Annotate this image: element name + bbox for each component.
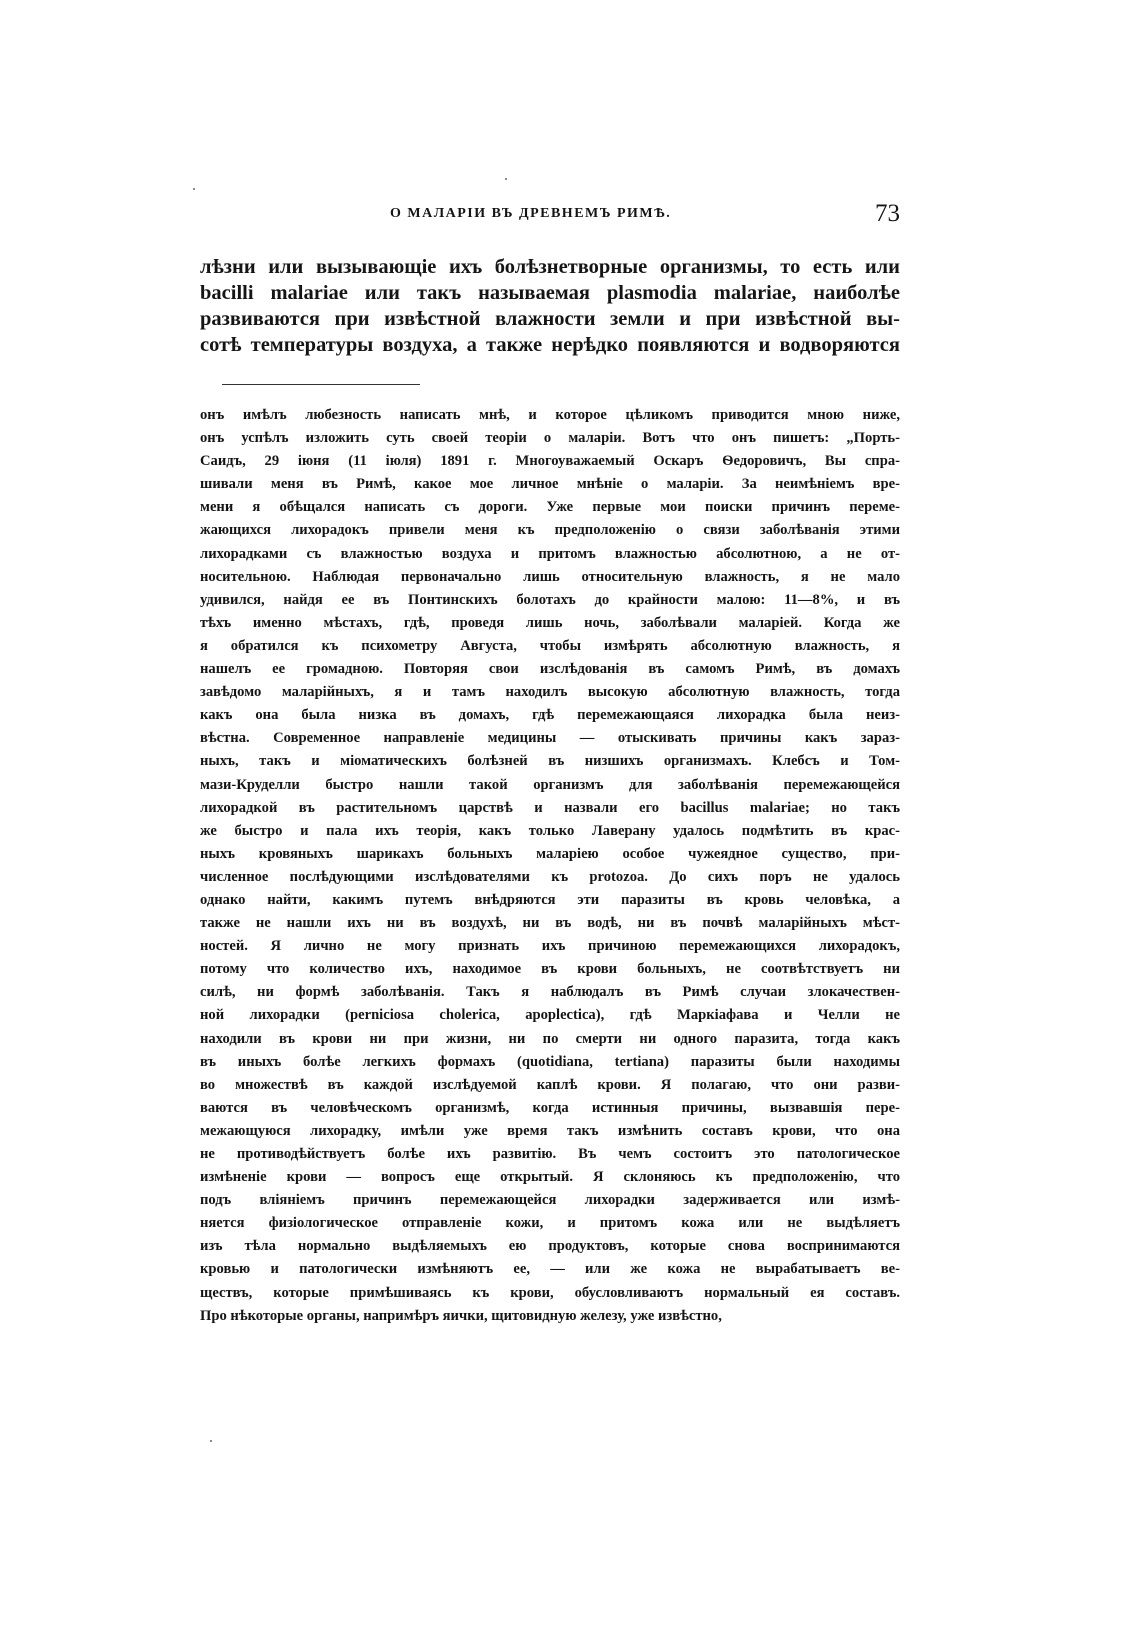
footnote-line: численное послѣдующими изслѣдователями къ protozoa. До сихъ поръ не удалось bbox=[200, 868, 900, 885]
footnote-line: ществъ, которые примѣшиваясь къ крови, обусловливаютъ нормальный ея составъ. bbox=[200, 1284, 900, 1301]
footnote-line: нашелъ ее громадною. Повторяя свои изслѣдованія въ самомъ Римѣ, въ домахъ bbox=[200, 661, 900, 678]
scan-speck bbox=[505, 178, 507, 180]
page-number: 73 bbox=[875, 200, 900, 227]
footnote-line: вѣстна. Современное направленіе медицины — отыскивать причины какъ зараз- bbox=[200, 730, 900, 747]
footnote-line: ныхъ кровяныхъ шарикахъ больныхъ маларіею особое чужеядное существо, при- bbox=[200, 845, 900, 862]
footnote-line: также не нашли ихъ ни въ воздухѣ, ни въ водѣ, ни въ почвѣ маларійныхъ мѣст- bbox=[200, 915, 900, 932]
footnote-line: ностей. Я лично не могу признать ихъ причиною перемежающихся лихорадокъ, bbox=[200, 938, 900, 955]
scan-speck bbox=[193, 188, 195, 190]
footnote-line: какъ она была низка въ домахъ, гдѣ перемежающаяся лихорадка была неиз- bbox=[200, 707, 900, 724]
footnote-line: удивился, найдя ее въ Понтинскихъ болотахъ до крайности малою: 11—8%, и въ bbox=[200, 591, 900, 608]
footnote-line: мази-Круделли быстро нашли такой организмъ для заболѣванія перемежающейся bbox=[200, 776, 900, 793]
footnote-line: я обратился къ психометру Августа, чтобы измѣрять абсолютную влажность, я bbox=[200, 637, 900, 654]
footnote-separator bbox=[222, 384, 420, 385]
footnote-line: тѣхъ именно мѣстахъ, гдѣ, проведя лишь ночь, заболѣвали маларіей. Когда же bbox=[200, 614, 900, 631]
footnote-line: межающуюся лихорадку, имѣли уже время такъ измѣнить составъ крови, что она bbox=[200, 1122, 900, 1139]
footnote-line: находили въ крови ни при жизни, ни по смерти ни одного паразита, тогда какъ bbox=[200, 1030, 900, 1047]
footnote-line: Саидъ, 29 іюня (11 іюля) 1891 г. Многоуважаемый Оскаръ Ѳедоровичъ, Вы спра- bbox=[200, 453, 900, 470]
main-text bbox=[200, 254, 900, 358]
footnote-line: не противодѣйствуетъ болѣе ихъ развитію. Въ чемъ состоитъ это патологическое bbox=[200, 1146, 900, 1162]
footnote-line: ныхъ, такъ и міоматическихъ болѣзней въ низшихъ организмахъ. Клебсъ и Том- bbox=[200, 753, 900, 770]
footnote-line: ваются въ человѣческомъ организмѣ, когда истинныя причины, вызвавшія пере- bbox=[200, 1099, 900, 1116]
footnote-line: лихорадками съ влажностью воздуха и притомъ влажностью абсолютною, а не от- bbox=[200, 545, 900, 562]
footnote-line: въ иныхъ болѣе легкихъ формахъ (quotidiana, tertiana) паразиты были находимы bbox=[200, 1053, 900, 1070]
footnote-line: кровью и патологически измѣняютъ ее, — или же кожа не вырабатываетъ ве- bbox=[200, 1261, 900, 1278]
footnote-line: потому что количество ихъ, находимое въ крови больныхъ, не соотвѣтствуетъ ни bbox=[200, 961, 900, 978]
text-line: развиваются при извѣстной влажности земли и при извѣстной вы- bbox=[200, 308, 900, 330]
footnote-line: лихорадкой въ растительномъ царствѣ и назвали его bacillus malariae; но такъ bbox=[200, 799, 900, 816]
footnote-line: ной лихорадки (perniciosa cholerica, apoplectica), гдѣ Маркіафава и Челли не bbox=[200, 1007, 900, 1024]
footnote-line: носительною. Наблюдая первоначально лишь относительную влажность, я не мало bbox=[200, 568, 900, 585]
footnote-line: во множествѣ въ каждой изслѣдуемой каплѣ крови. Я полагаю, что они разви- bbox=[200, 1076, 900, 1093]
footnote-line: няется физіологическое отправленіе кожи, и притомъ кожа или не выдѣляетъ bbox=[200, 1215, 900, 1232]
text-line: лѣзни или вызывающіе ихъ болѣзнетворные организмы, то есть или bbox=[200, 256, 900, 278]
footnote-line: онъ имѣлъ любезность написать мнѣ, и которое цѣликомъ приводится мною ниже, bbox=[200, 407, 900, 423]
page-header bbox=[200, 200, 900, 234]
footnote-line: шивали меня въ Римѣ, какое мое личное мнѣніе о маларіи. За неимѣніемъ вре- bbox=[200, 476, 900, 493]
footnote-line: измѣненіе крови — вопросъ еще открытый. Я склоняюсь къ предположенію, что bbox=[200, 1169, 900, 1186]
footnote-line: силѣ, ни формѣ заболѣванія. Такъ я наблюдалъ въ Римѣ случаи злокачествен- bbox=[200, 984, 900, 1001]
footnote-line: же быстро и пала ихъ теорія, какъ только Лаверану удалось подмѣтить въ крас- bbox=[200, 822, 900, 839]
text-line: bacilli malariae или такъ называемая plasmodia malariae, наиболѣе bbox=[200, 282, 900, 304]
footnote-line: мени я обѣщался написать съ дороги. Уже первые мои поиски причинъ переме- bbox=[200, 499, 900, 516]
running-title: О МАЛАРІИ ВЪ ДРЕВНЕМЪ РИМѢ. bbox=[390, 206, 672, 221]
footnote-line: завѣдомо маларійныхъ, я и тамъ находилъ высокую абсолютную влажность, тогда bbox=[200, 684, 900, 701]
text-line: сотѣ температуры воздуха, а также нерѣдко появляются и водворяются bbox=[200, 334, 900, 356]
footnote-line: изъ тѣла нормально выдѣляемыхъ ею продуктовъ, которые снова воспринимаются bbox=[200, 1238, 900, 1255]
footnote-line: онъ успѣлъ изложить суть своей теоріи о маларіи. Вотъ что онъ пишетъ: „Порть- bbox=[200, 430, 900, 447]
scan-speck bbox=[210, 1440, 212, 1442]
footnote bbox=[200, 404, 900, 1328]
footnote-line: подъ вліяніемъ причинъ перемежающейся лихорадки задерживается или измѣ- bbox=[200, 1192, 900, 1209]
footnote-line: однако найти, какимъ путемъ внѣдряются эти паразиты въ кровь человѣка, а bbox=[200, 891, 900, 908]
footnote-line: жающихся лихорадокъ привели меня къ предположенію о связи заболѣванія этими bbox=[200, 522, 900, 539]
footnote-line: Про нѣкоторые органы, напримѣръ яички, щитовидную железу, уже извѣстно, bbox=[200, 1307, 722, 1324]
